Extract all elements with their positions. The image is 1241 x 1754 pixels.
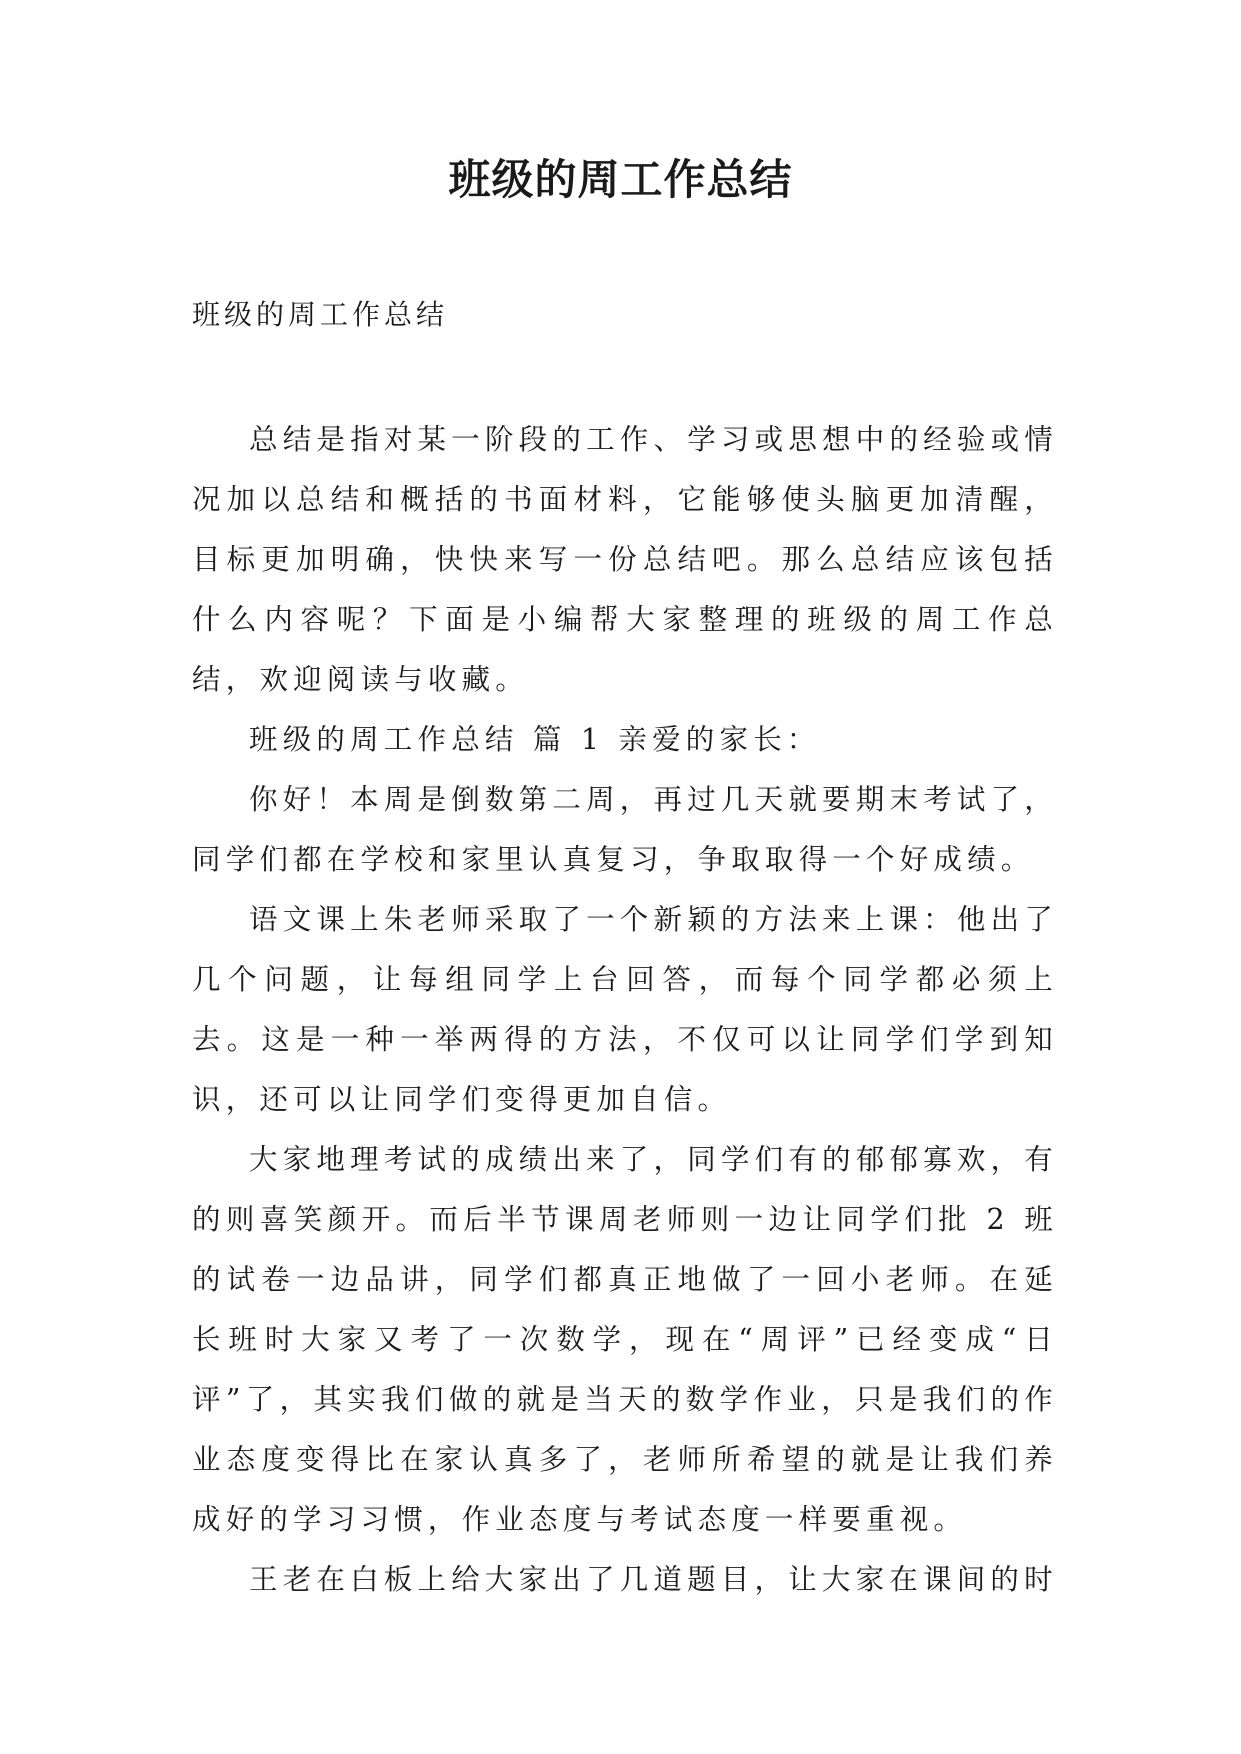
paragraph-geography-math: 大家地理考试的成绩出来了，同学们有的郁郁寡欢，有的则喜笑颜开。而后半节课周老师则一边让同学们批 2 班的试卷一边品讲，同学们都真正地做了一回小老师。在延长班时大家又考了一次数学，现在“周评”已经变成“日评”了，其实我们做的就是当天的数学作业，只是我们的作业态度变得比在家认真多了，老师所希望的就是让我们养成好的学习习惯，作业态度与考试态度一样要重视。 — [192, 1143, 1058, 1536]
paragraph-whiteboard: 王老在白板上给大家出了几道题目，让大家在课间的时 — [249, 1563, 1058, 1596]
paragraph-greeting: 你好！本周是倒数第二周，再过几天就要期末考试了，同学们都在学校和家里认真复习，争取取得一个好成绩。 — [192, 783, 1058, 876]
document-title: 班级的周工作总结 — [448, 155, 793, 204]
document-subtitle: 班级的周工作总结 — [192, 298, 449, 331]
document-body — [192, 410, 1058, 1610]
paragraph-heading-letter: 班级的周工作总结 篇 1 亲爱的家长： — [249, 723, 821, 756]
paragraph-intro: 总结是指对某一阶段的工作、学习或思想中的经验或情况加以总结和概括的书面材料，它能够使头脑更加清醒，目标更加明确，快快来写一份总结吧。那么总结应该包括什么内容呢？下面是小编帮大家整理的班级的周工作总结，欢迎阅读与收藏。 — [192, 423, 1058, 696]
paragraph-chinese-class: 语文课上朱老师采取了一个新颖的方法来上课：他出了几个问题，让每组同学上台回答，而每个同学都必须上去。这是一种一举两得的方法，不仅可以让同学们学到知识，还可以让同学们变得更加自信。 — [192, 903, 1058, 1116]
